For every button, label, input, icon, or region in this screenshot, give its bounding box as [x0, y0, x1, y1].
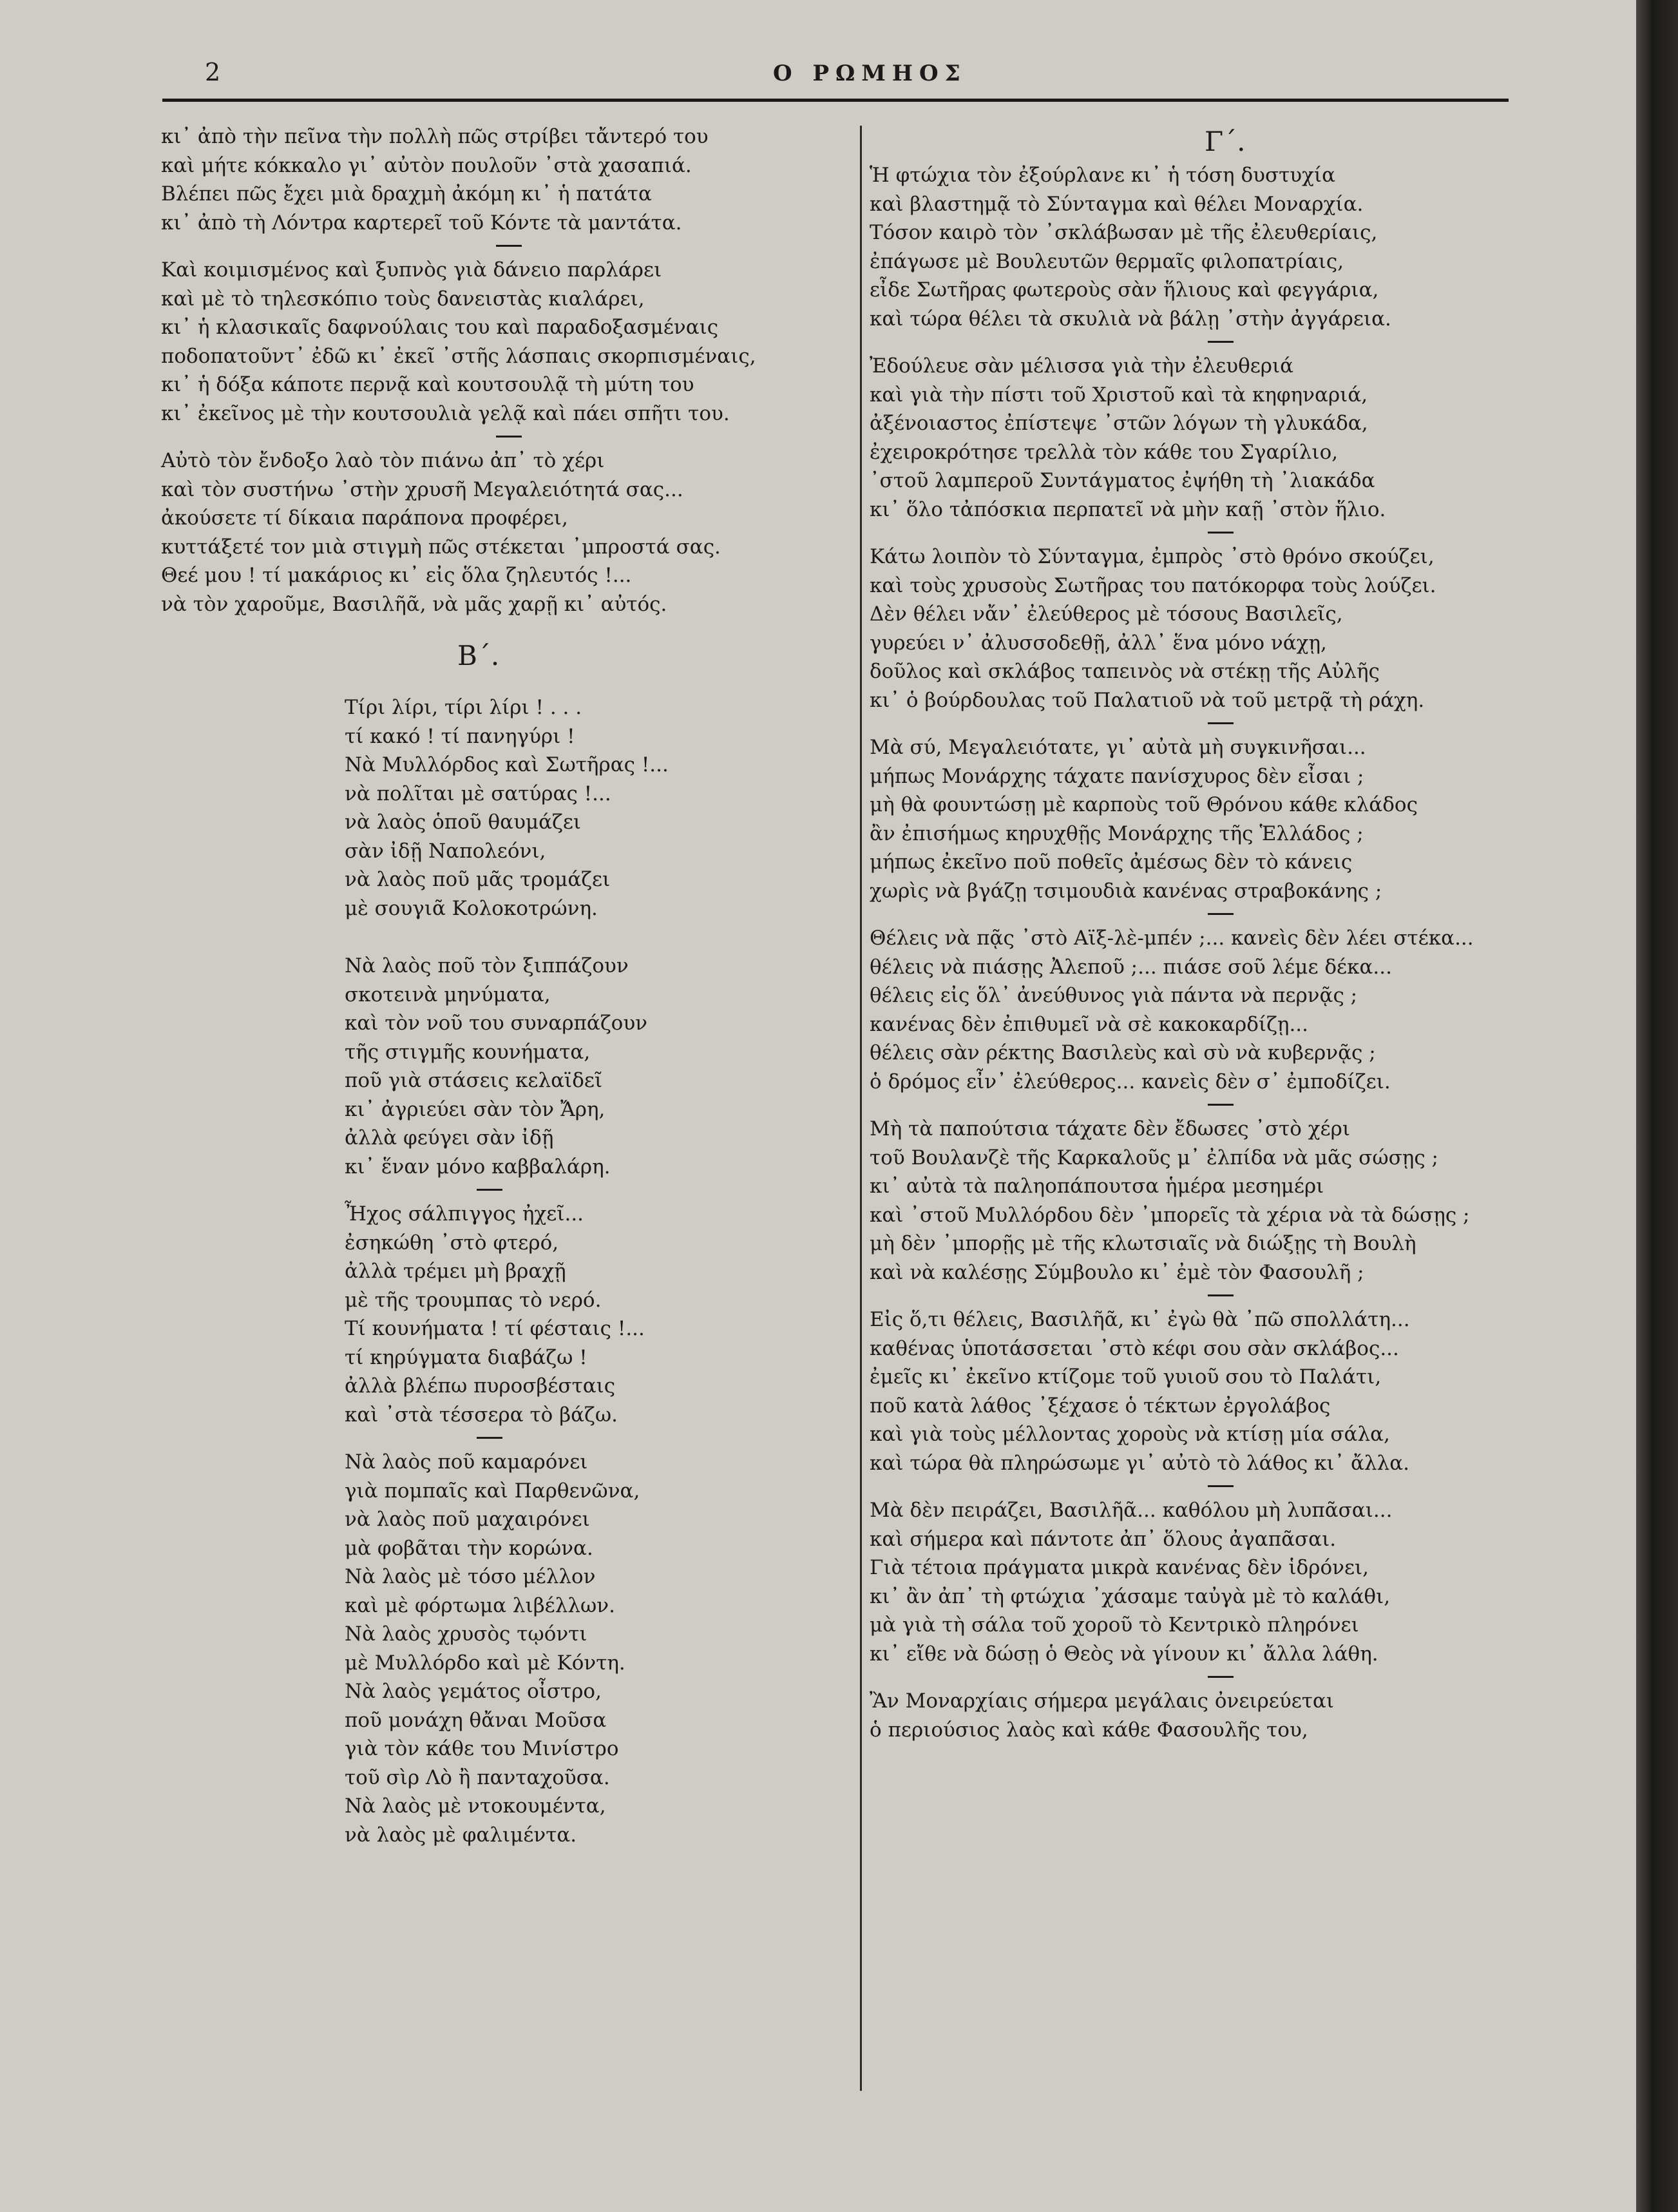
- poem-line: νὰ λαὸς ποῦ μᾶς τρομάζει: [345, 868, 611, 891]
- poem-line: τί κακό ! τί πανηγύρι !: [345, 724, 575, 748]
- poem-line: καὶ μὲ τὸ τηλεσκόπιο τοὺς δανειστὰς κιαλάρει,: [161, 287, 645, 311]
- stanza: [870, 543, 1559, 715]
- poem-line: σὰν ἰδῇ Ναπολεόνι,: [345, 839, 546, 863]
- poem-line: μὲ τῆς τρουμπας τὸ νερό.: [345, 1288, 602, 1312]
- poem-line: νὰ πολῖται μὲ σατύρας !...: [345, 782, 611, 805]
- poem-line: κι᾿ ἡ δόξα κάποτε περνᾷ καὶ κουτσουλᾷ τὴ μύτη του: [161, 373, 694, 396]
- poem-line: κυττάξετέ τον μιὰ στιγμὴ πῶς στέκεται ᾿μπροστά σας.: [161, 535, 721, 559]
- stanza: [870, 1115, 1559, 1287]
- poem-line: καὶ μήτε κόκκαλο γι᾿ αὐτὸν πουλοῦν ᾿στὰ χασαπιά.: [161, 153, 692, 177]
- poem-line: κι᾿ ἀπὸ τὴν πεῖνα τὴν πολλὴ πῶς στρίβει τἄντερό του: [161, 125, 709, 148]
- poem-line: ποῦ κατὰ λάθος ᾿ξέχασε ὁ τέκτων ἐργολάβος: [870, 1394, 1331, 1418]
- poem-line: ἀξένοιαστος ἐπίστεψε ᾿στῶν λόγων τὴ γλυκάδα,: [870, 412, 1368, 435]
- poem-line: κανένας δὲν ἐπιθυμεῖ νὰ σὲ κακοκαρδίζῃ...: [870, 1012, 1309, 1036]
- stanza-separator: [477, 1189, 502, 1191]
- poem-line: θέλεις εἰς ὅλ᾿ ἀνεύθυνος γιὰ πάντα νὰ περνᾷς ;: [870, 984, 1358, 1007]
- poem-line: Θέλεις νὰ πᾷς ᾿στὸ Αϊξ-λὲ-μπέν ;... κανεὶς δὲν λέει στέκα...: [870, 927, 1474, 950]
- section-heading-b: Β΄.: [457, 640, 500, 671]
- stanza: [870, 733, 1559, 905]
- poem-line: τοῦ Βουλανζὲ τῆς Καρκαλοῦς μ᾿ ἐλπίδα νὰ μᾶς σώσῃς ;: [870, 1146, 1438, 1169]
- stanza: [161, 256, 844, 428]
- poem-line: γιὰ τὸν κάθε του Μινίστρο: [345, 1737, 619, 1760]
- stanza: [161, 1200, 844, 1429]
- poem-line: Τί κουνήματα ! τί φέσταις !...: [345, 1317, 645, 1340]
- poem-line: καὶ γιὰ τὴν πίστι τοῦ Χριστοῦ καὶ τὰ κηφηναριά,: [870, 383, 1368, 407]
- stanza-separator: [1208, 341, 1234, 343]
- poem-line: ποῦ γιὰ στάσεις κελαϊδεῖ: [345, 1069, 603, 1092]
- poem-line: κι᾿ ὅλο τἀπόσκια περπατεῖ νὰ μὴν καῇ ᾿στὸν ἥλιο.: [870, 497, 1386, 521]
- poem-line: καὶ μὲ φόρτωμα λιβέλλων.: [345, 1593, 615, 1617]
- poem-line: κι᾿ εἴθε νὰ δώσῃ ὁ Θεὸς νὰ γίνουν κι᾿ ἄλλα λάθη.: [870, 1642, 1378, 1666]
- poem-line: νὰ λαὸς μὲ φαλιμέντα.: [345, 1823, 577, 1847]
- poem-line: νὰ λαὸς ὁποῦ θαυμάζει: [345, 811, 582, 834]
- poem-line: καὶ σήμερα καὶ πάντοτε ἀπ᾿ ὅλους ἀγαπᾶσαι.: [870, 1527, 1337, 1551]
- poem-line: ἐπάγωσε μὲ Βουλευτῶν θερμαῖς φιλοπατρίαις,: [870, 249, 1344, 273]
- right-column: [870, 122, 1559, 1744]
- poem-line: Εἰς ὅ,τι θέλεις, Βασιλῆᾶ, κι᾿ ἐγὼ θὰ ᾿πῶ σπολλάτη...: [870, 1308, 1410, 1331]
- poem-line: κι᾿ ἀπὸ τὴ Λόντρα καρτερεῖ τοῦ Κόντε τὰ μαντάτα.: [161, 211, 682, 235]
- poem-line: Νὰ λαὸς γεμάτος οἶστρο,: [345, 1680, 602, 1703]
- left-column: [161, 122, 844, 1849]
- poem-line: καὶ ᾿στὰ τέσσερα τὸ βάζω.: [345, 1403, 618, 1427]
- poem-line: μήπως Μονάρχης τάχατε πανίσχυρος δὲν εἶσαι ;: [870, 764, 1364, 788]
- stanza: [161, 1448, 844, 1849]
- poem-line: κι᾿ ἐκεῖνος μὲ τὴν κουτσουλιὰ γελᾷ καὶ πάει σπῆτι του.: [161, 401, 730, 425]
- column-divider: [860, 126, 862, 2091]
- poem-line: ἀλλὰ τρέμει μὴ βραχῇ: [345, 1260, 566, 1283]
- section-heading-c: Γ΄.: [1205, 126, 1246, 157]
- poem-line: ἐμεῖς κι᾿ ἐκεῖνο κτίζομε τοῦ γυιοῦ σου τὸ Παλάτι,: [870, 1365, 1382, 1389]
- binding-edge: [1636, 0, 1678, 2212]
- stanza: [870, 924, 1559, 1096]
- stanza: [870, 1496, 1559, 1668]
- poem-line: καὶ βλαστημᾷ τὸ Σύνταγμα καὶ θέλει Μοναρχία.: [870, 192, 1364, 216]
- poem-line: ποῦ μονάχη θἄναι Μοῦσα: [345, 1708, 607, 1732]
- poem-line: ᾿στοῦ λαμπεροῦ Συντάγματος ἐψήθη τὴ ᾿λιακάδα: [870, 469, 1375, 492]
- poem-line: ἐχειροκρότησε τρελλὰ τὸν κάθε του Σγαρίλιο,: [870, 440, 1339, 464]
- poem-line: Γιὰ τέτοια πράγματα μικρὰ κανένας δὲν ἱδρόνει,: [870, 1556, 1369, 1579]
- poem-line: Τίρι λίρι, τίρι λίρι ! . . .: [345, 696, 582, 719]
- poem-line: μὴ θὰ φουντώσῃ μὲ καρποὺς τοῦ Θρόνου κάθε κλάδος: [870, 793, 1418, 816]
- poem-line: Μὰ σύ, Μεγαλειότατε, γι᾿ αὐτὰ μὴ συγκινῆσαι...: [870, 736, 1366, 759]
- poem-line: κι᾿ ἕναν μόνο καββαλάρη.: [345, 1155, 611, 1178]
- poem-line: Νὰ λαὸς μὲ τόσο μέλλον: [345, 1565, 596, 1588]
- stanza-separator: [1208, 1485, 1234, 1487]
- poem-line: Βλέπει πῶς ἔχει μιὰ δραχμὴ ἀκόμη κι᾿ ἡ πατάτα: [161, 182, 652, 206]
- page-number: 2: [205, 58, 221, 86]
- poem-line: Τόσον καιρὸ τὸν ᾿σκλάβωσαν μὲ τῆς ἐλευθερίαις,: [870, 221, 1378, 244]
- stanza: [870, 352, 1559, 524]
- poem-line: εἶδε Σωτῆρας φωτεροὺς σὰν ἥλιους καὶ φεγγάρια,: [870, 278, 1379, 302]
- stanza-separator: [1208, 1294, 1234, 1296]
- poem-line: Μὴ τὰ παπούτσια τάχατε δὲν ἔδωσες ᾿στὸ χέρι: [870, 1117, 1350, 1140]
- poem-line: Κάτω λοιπὸν τὸ Σύνταγμα, ἐμπρὸς ᾿στὸ θρόνο σκούζει,: [870, 545, 1435, 568]
- poem-line: μὲ σουγιᾶ Κολοκοτρώνη.: [345, 896, 598, 920]
- poem-line: ποδοπατοῦντ᾿ ἐδῶ κι᾿ ἐκεῖ ᾿στῆς λάσπαις σκορπισμέναις,: [161, 344, 756, 368]
- poem-line: Αὐτὸ τὸν ἔνδοξο λαὸ τὸν πιάνω ἀπ᾿ τὸ χέρι: [161, 449, 605, 472]
- poem-line: κι᾿ ὁ βούρδουλας τοῦ Παλατιοῦ νὰ τοῦ μετρᾷ τὴ ράχη.: [870, 688, 1425, 712]
- poem-line: μὴ δὲν ᾿μπορῇς μὲ τῆς κλωτσιαῖς νὰ διώξῃς τὴ Βουλὴ: [870, 1232, 1416, 1255]
- stanza-separator: [496, 245, 522, 247]
- poem-line: καὶ τώρα θὰ πληρώσωμε γι᾿ αὐτὸ τὸ λάθος κι᾿ ἄλλα.: [870, 1451, 1409, 1475]
- poem-line: θέλεις σὰν ρέκτης Βασιλεὺς καὶ σὺ νὰ κυβερνᾷς ;: [870, 1041, 1376, 1064]
- poem-line: Νὰ Μυλλόρδος καὶ Σωτῆρας !...: [345, 753, 669, 776]
- poem-line: καὶ τώρα θέλει τὰ σκυλιὰ νὰ βάλῃ ᾿στὴν ἀγγάρεια.: [870, 307, 1391, 331]
- poem-line: Νὰ λαὸς μὲ ντοκουμέντα,: [345, 1794, 606, 1818]
- poem-line: καθένας ὑποτάσσεται ᾿στὸ κέφι σου σὰν σκλάβος...: [870, 1336, 1399, 1360]
- stanza: [161, 122, 844, 237]
- poem-line: καὶ τὸν νοῦ του συναρπάζουν: [345, 1012, 648, 1035]
- poem-line: γυρεύει ν᾿ ἀλυσσοδεθῇ, ἀλλ᾿ ἕνα μόνο νάχῃ,: [870, 631, 1327, 655]
- poem-line: καὶ τὸν συστήνω ᾿στὴν χρυσῆ Μεγαλειότητά σας...: [161, 477, 683, 501]
- poem-line: κι᾿ ἂν ἀπ᾿ τὴ φτώχια ᾿χάσαμε ταὐγὰ μὲ τὸ καλάθι,: [870, 1584, 1391, 1608]
- poem-line: τοῦ σὶρ Λὸ ἢ πανταχοῦσα.: [345, 1765, 610, 1789]
- stanza-separator: [1208, 722, 1234, 724]
- poem-line: νὰ λαὸς ποῦ μαχαιρόνει: [345, 1508, 590, 1531]
- poem-line: Δὲν θέλει νἄν᾿ ἐλεύθερος μὲ τόσους Βασιλεῖς,: [870, 602, 1343, 626]
- stanza: [870, 1687, 1559, 1744]
- poem-line: Νὰ λαὸς ποῦ καμαρόνει: [345, 1450, 588, 1474]
- poem-line: Ἦχος σάλπιγγος ἠχεῖ...: [345, 1202, 584, 1226]
- poem-line: καὶ γιὰ τοὺς μέλλοντας χοροὺς νὰ κτίσῃ μία σάλα,: [870, 1423, 1390, 1446]
- poem-line: δοῦλος καὶ σκλάβος ταπεινὸς νὰ στέκῃ τῆς Αὐλῆς: [870, 660, 1380, 683]
- poem-line: τῆς στιγμῆς κουνήματα,: [345, 1040, 591, 1064]
- poem-line: νὰ τὸν χαροῦμε, Βασιλῆᾶ, νὰ μᾶς χαρῇ κι᾿ αὐτός.: [161, 592, 667, 616]
- poem-line: καὶ τοὺς χρυσοὺς Σωτῆρας του πατόκορφα τοὺς λούζει.: [870, 573, 1436, 597]
- poem-line: ἀλλὰ φεύγει σὰν ἰδῇ: [345, 1126, 554, 1149]
- stanza: [870, 161, 1559, 333]
- stanza: [161, 693, 844, 923]
- poem-line: Θεέ μου ! τί μακάριος κι᾿ εἰς ὅλα ζηλευτός !...: [161, 564, 632, 587]
- stanza: [161, 952, 844, 1181]
- poem-line: θέλεις νὰ πιάσῃς Ἀλεποῦ ;... πιάσε σοῦ λέμε δέκα...: [870, 955, 1392, 979]
- poem-line: ἐσηκώθη ᾿στὸ φτερό,: [345, 1231, 559, 1255]
- stanza-separator: [477, 1437, 502, 1439]
- stanza-separator: [1208, 1676, 1234, 1678]
- poem-line: μὰ γιὰ τὴ σάλα τοῦ χοροῦ τὸ Κεντρικὸ πληρόνει: [870, 1613, 1359, 1637]
- poem-line: Ἐδούλευε σὰν μέλισσα γιὰ τὴν ἐλευθεριά: [870, 354, 1294, 378]
- newspaper-title: Ο ΡΩΜΗΟΣ: [773, 61, 967, 86]
- poem-line: μὲ Μυλλόρδο καὶ μὲ Κόντη.: [345, 1651, 625, 1675]
- poem-line: κι᾿ ἡ κλασικαῖς δαφνούλαις του καὶ παραδοξασμέναις: [161, 316, 719, 339]
- poem-line: Νὰ λαὸς χρυσὸς τῳόντι: [345, 1622, 587, 1646]
- poem-line: ὁ δρόμος εἶν᾿ ἐλεύθερος... κανεὶς δὲν σ᾿ ἐμποδίζει.: [870, 1070, 1391, 1093]
- stanza-separator: [1208, 1104, 1234, 1106]
- poem-line: καὶ ᾿στοῦ Μυλλόρδου δὲν ᾿μπορεῖς τὰ χέρια νὰ τὰ δώσῃς ;: [870, 1203, 1470, 1227]
- poem-line: τί κηρύγματα διαβάζω !: [345, 1345, 587, 1369]
- poem-line: ἂν ἐπισήμως κηρυχθῇς Μονάρχης τῆς Ἑλλάδος ;: [870, 822, 1364, 845]
- poem-line: ἀλλὰ βλέπω πυροσβέσταις: [345, 1374, 616, 1398]
- stanza-separator: [496, 436, 522, 438]
- poem-line: μὰ φοβᾶται τὴν κορώνα.: [345, 1536, 593, 1560]
- stanza-separator: [1208, 913, 1234, 915]
- poem-line: κι᾿ ἀγριεύει σὰν τὸν Ἄρη,: [345, 1097, 605, 1121]
- poem-line: Ἡ φτώχια τὸν ἐξούρλανε κι᾿ ἡ τόση δυστυχία: [870, 164, 1336, 187]
- poem-line: κι᾿ αὐτὰ τὰ παληοπάπουτσα ἡμέρα μεσημέρι: [870, 1175, 1324, 1198]
- poem-line: ὁ περιούσιος λαὸς καὶ κάθε Φασουλῆς του,: [870, 1718, 1308, 1742]
- poem-line: ἀκούσετε τί δίκαια παράπονα προφέρει,: [161, 506, 568, 530]
- poem-line: γιὰ πομπαῖς καὶ Παρθενῶνα,: [345, 1479, 640, 1503]
- poem-line: καὶ νὰ καλέσῃς Σύμβουλο κι᾿ ἐμὲ τὸν Φασουλῆ ;: [870, 1260, 1364, 1284]
- poem-line: Καὶ κοιμισμένος καὶ ξυπνὸς γιὰ δάνειο παρλάρει: [161, 258, 662, 282]
- stanza: [161, 447, 844, 619]
- poem-line: Νὰ λαὸς ποῦ τὸν ξιππάζουν: [345, 954, 629, 977]
- poem-line: σκοτεινὰ μηνύματα,: [345, 983, 551, 1006]
- poem-line: μήπως ἐκεῖνο ποῦ ποθεῖς ἀμέσως δὲν τὸ κάνεις: [870, 851, 1353, 874]
- stanza: [870, 1305, 1559, 1477]
- poem-line: χωρὶς νὰ βγάζῃ τσιμουδιὰ κανένας στραβοκάνης ;: [870, 879, 1382, 903]
- header-rule: [162, 99, 1509, 102]
- poem-line: Ἂν Μοναρχίαις σήμερα μεγάλαις ὀνειρεύεται: [870, 1689, 1335, 1713]
- poem-line: Μὰ δὲν πειράζει, Βασιλῆᾶ... καθόλου μὴ λυπᾶσαι...: [870, 1499, 1393, 1522]
- stanza-separator: [1208, 532, 1234, 534]
- page-header: [0, 58, 1636, 103]
